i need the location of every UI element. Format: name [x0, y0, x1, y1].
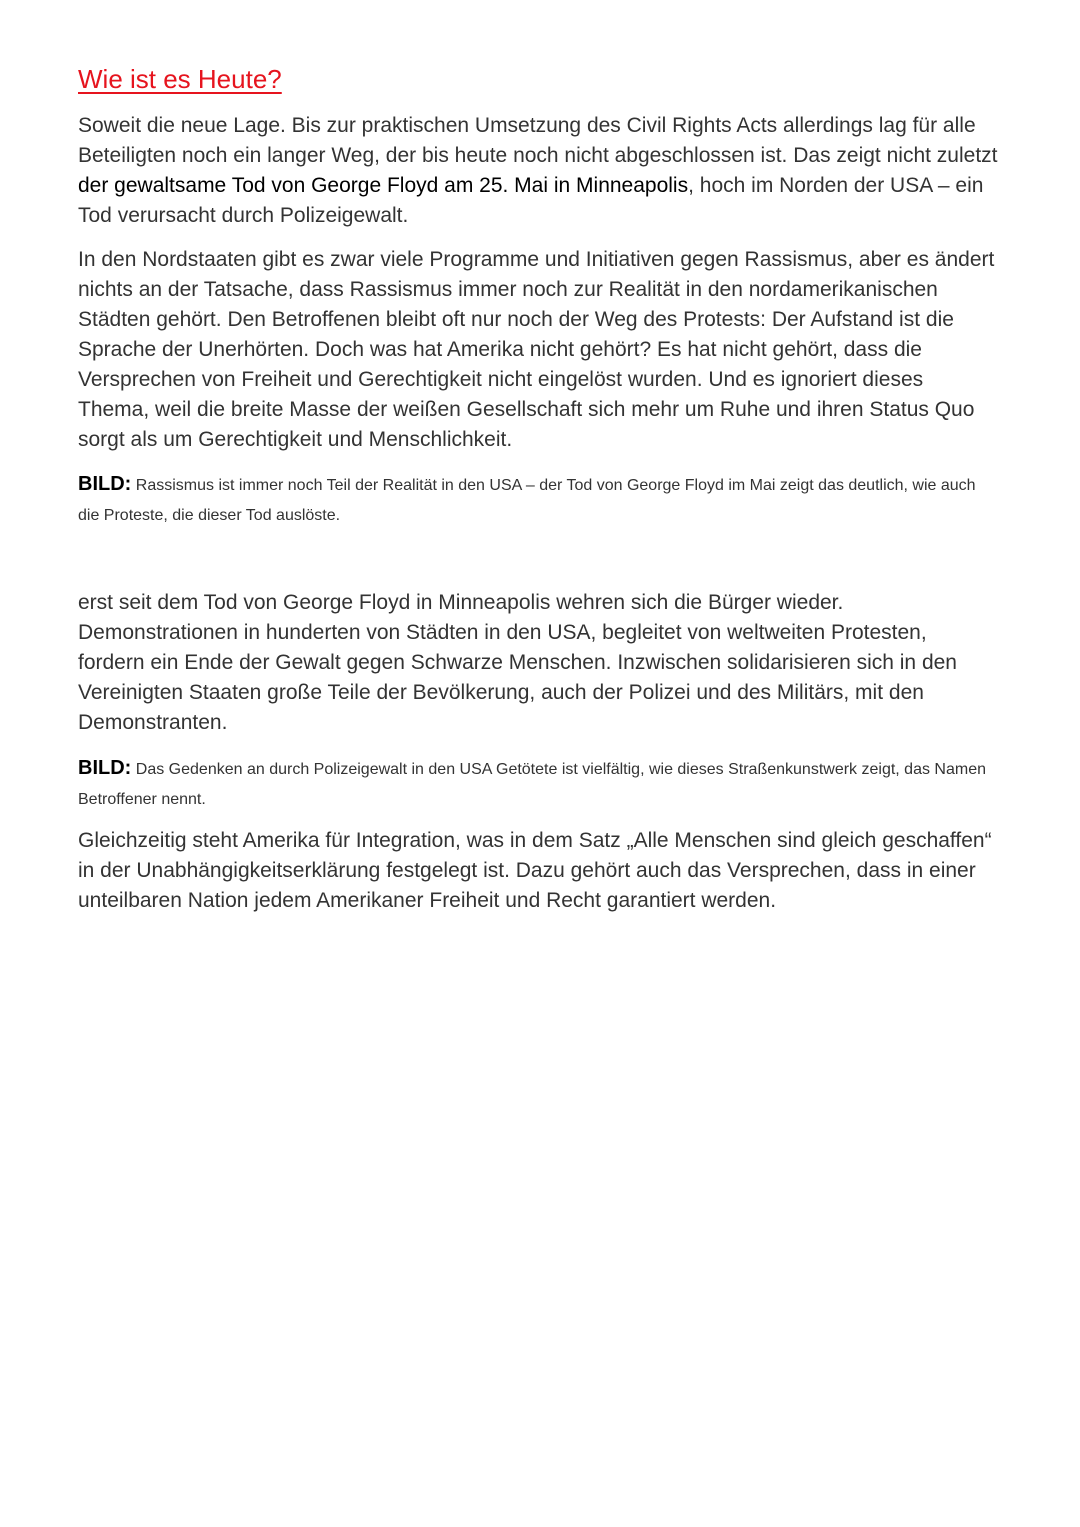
- image-caption: [78, 753, 998, 815]
- paragraph-integration: Gleichzeitig steht Amerika für Integration, was in dem Satz „Alle Menschen sind gleich geschaffen“ in der Unabhängigkeitserklärung festgelegt ist. Dazu gehört auch das Versprechen, dass in einer unteilbaren Nation jedem Amerikaner Freiheit und Recht garantiert werden.: [78, 829, 992, 912]
- paragraph-text: , hoch im Norden der USA – ein Tod verursacht durch Polizeigewalt.: [78, 174, 984, 227]
- paragraph-protests: erst seit dem Tod von George Floyd in Minneapolis wehren sich die Bürger wieder. Demonstrationen in hunderten von Städten in den USA, begleitet von weltweiten Protesten, fordern ein Ende der Gewalt gegen Schwarze Menschen. Inzwischen solidarisieren sich in den Vereinigten Staaten große Teile der Bevölkerung, auch der Polizei und des Militärs, mit den Demonstranten.: [78, 591, 957, 734]
- caption-label: BILD:: [78, 473, 132, 495]
- section-heading: Wie ist es Heute?: [78, 64, 282, 94]
- paragraph-northern-states: In den Nordstaaten gibt es zwar viele Programme und Initiativen gegen Rassismus, aber es ändert nichts an der Tatsache, dass Rassismus immer noch zur Realität in den nordamerikanischen Städten gehört. Den Betroffenen bleibt oft nur noch der Weg des Protests: Der Aufstand ist die Sprache der Unerhörten. Doch was hat Amerika nicht gehört? Es hat nicht gehört, dass die Versprechen von Freiheit und Gerechtigkeit nicht eingelöst wurden. Und es ignoriert dieses Thema, weil die breite Masse der weißen Gesellschaft sich mehr um Ruhe und ihren Status Quo sorgt als um Gerechtigkeit und Menschlichkeit.: [78, 248, 995, 451]
- paragraph-civil-rights: [78, 111, 998, 231]
- highlighted-phrase: der gewaltsame Tod von George Floyd am 25. Mai in Minneapolis: [78, 174, 689, 197]
- caption-text: Das Gedenken an durch Polizeigewalt in den USA Getötete ist vielfältig, wie dieses Straßenkunstwerk zeigt, das Namen Betroffener nennt.: [78, 761, 986, 808]
- image-caption: [78, 469, 998, 531]
- caption-text: Rassismus ist immer noch Teil der Realität in den USA – der Tod von George Floyd im Mai zeigt das deutlich, wie auch die Proteste, die dieser Tod auslöste.: [78, 477, 976, 524]
- paragraph-text: Soweit die neue Lage. Bis zur praktischen Umsetzung des Civil Rights Acts allerdings lag für alle Beteiligten noch ein langer Weg, der bis heute noch nicht abgeschlossen ist. Das zeigt nicht zuletzt: [78, 114, 998, 167]
- caption-label: BILD:: [78, 757, 132, 779]
